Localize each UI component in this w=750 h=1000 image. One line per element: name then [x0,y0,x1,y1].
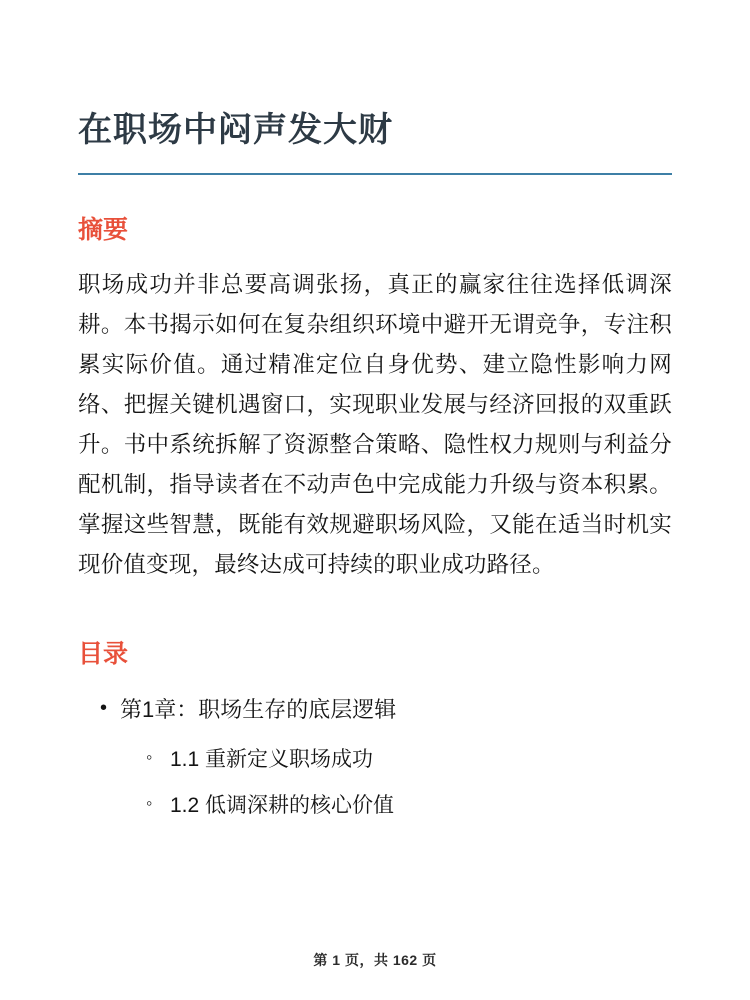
list-item[interactable]: ◦ 1.2 低调深耕的核心价值 [78,790,672,822]
table-of-contents [78,693,672,821]
page-title: 在职场中闷声发大财 [78,111,393,149]
list-item[interactable]: ◦ 1.1 重新定义职场成功 [78,744,672,776]
toc-heading: 目录 [78,640,129,669]
abstract-body: 职场成功并非总要高调张扬，真正的赢家往往选择低调深耕。本书揭示如何在复杂组织环境中避开无谓竞争，专注积累实际价值。通过精准定位自身优势、建立隐性影响力网络、把握关键机遇窗口，实现职业发展与经济回报的双重跃升。书中系统拆解了资源整合策略、隐性权力规则与利益分配机制，指导读者在不动声色中完成能力升级与资本积累。掌握这些智慧，既能有效规避职场风险，又能在适当时机实现价值变现，最终达成可持续的职业成功路径。 [78,271,672,578]
page-footer: 第 1 页，共 162 页 [313,952,437,968]
abstract-heading: 摘要 [78,215,129,244]
title-divider [78,173,672,175]
list-item[interactable]: • 第1章：职场生存的底层逻辑 [78,693,672,726]
